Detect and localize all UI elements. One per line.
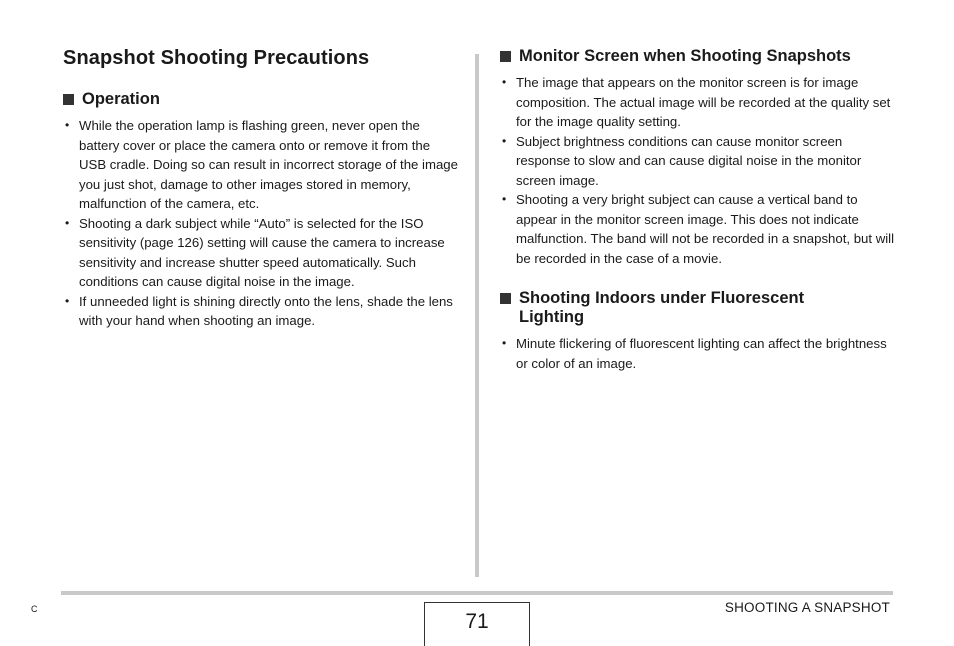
column-divider: [475, 54, 479, 577]
bullet-dot-icon: •: [502, 133, 507, 148]
list-item: • While the operation lamp is flashing green, never open the battery cover or place the camera onto or remove it from the USB cradle. Doing so can result in incorrect storage of the image you just shot, damage to other images stored in memory, malfunction of the camera, etc.: [65, 118, 458, 211]
right-column: [500, 47, 895, 373]
fluorescent-bullet-list: [500, 334, 895, 373]
square-bullet-icon: [500, 51, 511, 62]
list-item: • Shooting a dark subject while “Auto” is selected for the ISO sensitivity (page 126) setting will cause the camera to increase sensitivity and increase shutter speed automatically. Such conditions can cause digital noise in the image.: [65, 215, 445, 289]
list-item: • Shooting a very bright subject can cause a vertical band to appear in the monitor screen image. This does not indicate malfunction. The band will not be recorded in a snapshot, but will be recorded in the case of a movie.: [502, 192, 895, 266]
square-bullet-icon: [500, 293, 511, 304]
page-number: 71: [424, 602, 530, 646]
section-heading-fluorescent-lighting: Shooting Indoors under Fluorescent Lighting: [500, 289, 895, 327]
square-bullet-icon: [63, 94, 74, 105]
list-item: • Subject brightness conditions can cause monitor screen response to slow and can cause digital noise in the monitor screen image.: [502, 133, 862, 188]
section-fluorescent-lighting: [500, 289, 895, 373]
section-monitor-screen: [500, 47, 895, 268]
chapter-title: SHOOTING A SNAPSHOT: [724, 600, 890, 615]
monitor-bullet-list: [500, 73, 895, 268]
footer-divider: [61, 591, 893, 595]
bullet-dot-icon: •: [65, 118, 70, 132]
left-column: [63, 90, 458, 331]
bullet-dot-icon: •: [65, 215, 70, 230]
operation-bullet-list: [63, 116, 458, 331]
list-item: • The image that appears on the monitor screen is for image composition. The actual image will be recorded at the quality set for the image quality setting.: [502, 75, 891, 129]
section-heading-monitor-screen: Monitor Screen when Shooting Snapshots: [500, 47, 895, 66]
corner-mark: C: [31, 604, 38, 614]
list-item: • Minute flickering of fluorescent lighting can affect the brightness or color of an image.: [502, 336, 887, 371]
section-heading-operation: Operation: [63, 90, 458, 109]
list-item: • If unneeded light is shining directly onto the lens, shade the lens with your hand when shooting an image.: [65, 293, 453, 328]
page-title: Snapshot Shooting Precautions: [63, 47, 370, 69]
bullet-dot-icon: •: [502, 192, 507, 206]
bullet-dot-icon: •: [65, 293, 70, 308]
section-operation: [63, 90, 458, 331]
bullet-dot-icon: •: [502, 336, 507, 350]
bullet-dot-icon: •: [502, 75, 507, 89]
